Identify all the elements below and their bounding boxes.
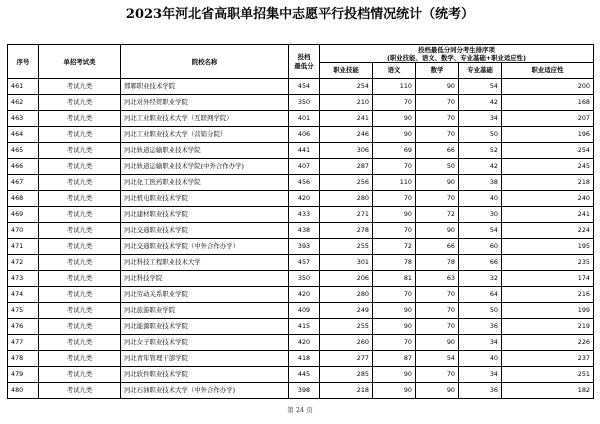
table-row bbox=[8, 383, 594, 399]
cell-math: 63 bbox=[416, 271, 459, 287]
cell-vocational-aptitude: 241 bbox=[502, 207, 594, 223]
cell-school: 河北交通职业技术学院（中外合作办学） bbox=[121, 239, 289, 255]
cell-vocational-skill: 277 bbox=[320, 351, 373, 367]
cell-chinese: 70 bbox=[373, 95, 416, 111]
cell-vocational-skill: 255 bbox=[320, 319, 373, 335]
cell-math: 90 bbox=[416, 79, 459, 95]
cell-category: 考试九类 bbox=[39, 383, 121, 399]
cell-seq: 480 bbox=[8, 383, 39, 399]
cell-min-score: 457 bbox=[289, 255, 320, 271]
cell-school: 河北青年管理干部学院 bbox=[121, 351, 289, 367]
cell-professional-basics: 38 bbox=[459, 175, 502, 191]
cell-category: 考试九类 bbox=[39, 223, 121, 239]
cell-vocational-skill: 271 bbox=[320, 207, 373, 223]
cell-school: 河北轨道运输职业技术学院(中外合作办学) bbox=[121, 159, 289, 175]
cell-vocational-skill: 287 bbox=[320, 159, 373, 175]
cell-category: 考试九类 bbox=[39, 335, 121, 351]
cell-chinese: 90 bbox=[373, 111, 416, 127]
cell-school: 河北工业职业技术大学（互联网学院） bbox=[121, 111, 289, 127]
cell-school: 邯郸职业技术学院 bbox=[121, 79, 289, 95]
cell-chinese: 70 bbox=[373, 191, 416, 207]
table-row bbox=[8, 111, 594, 127]
cell-min-score: 398 bbox=[289, 383, 320, 399]
cell-seq: 462 bbox=[8, 95, 39, 111]
cell-vocational-skill: 280 bbox=[320, 191, 373, 207]
table-header bbox=[8, 45, 594, 79]
cell-vocational-skill: 218 bbox=[320, 383, 373, 399]
header-vocational-skill: 职业技能 bbox=[320, 63, 373, 79]
cell-vocational-skill: 255 bbox=[320, 239, 373, 255]
header-rank-group bbox=[320, 45, 594, 63]
cell-vocational-skill: 260 bbox=[320, 335, 373, 351]
cell-professional-basics: 34 bbox=[459, 367, 502, 383]
cell-min-score: 350 bbox=[289, 271, 320, 287]
cell-vocational-aptitude: 174 bbox=[502, 271, 594, 287]
cell-chinese: 90 bbox=[373, 303, 416, 319]
header-school: 院校名称 bbox=[121, 45, 289, 79]
header-min-score-line2: 最低分 bbox=[294, 61, 314, 70]
cell-min-score: 401 bbox=[289, 111, 320, 127]
cell-category: 考试九类 bbox=[39, 255, 121, 271]
cell-min-score: 409 bbox=[289, 303, 320, 319]
cell-seq: 461 bbox=[8, 79, 39, 95]
cell-seq: 468 bbox=[8, 191, 39, 207]
cell-vocational-aptitude: 207 bbox=[502, 111, 594, 127]
cell-seq: 474 bbox=[8, 287, 39, 303]
cell-chinese: 70 bbox=[373, 287, 416, 303]
cell-category: 考试九类 bbox=[39, 351, 121, 367]
cell-professional-basics: 36 bbox=[459, 383, 502, 399]
cell-vocational-aptitude: 235 bbox=[502, 255, 594, 271]
cell-seq: 464 bbox=[8, 127, 39, 143]
cell-professional-basics: 40 bbox=[459, 351, 502, 367]
cell-professional-basics: 34 bbox=[459, 335, 502, 351]
cell-min-score: 456 bbox=[289, 175, 320, 191]
cell-min-score: 393 bbox=[289, 239, 320, 255]
table-row bbox=[8, 351, 594, 367]
cell-vocational-skill: 301 bbox=[320, 255, 373, 271]
cell-vocational-aptitude: 218 bbox=[502, 175, 594, 191]
header-math: 数学 bbox=[416, 63, 459, 79]
table-row bbox=[8, 303, 594, 319]
header-chinese: 语文 bbox=[373, 63, 416, 79]
cell-category: 考试九类 bbox=[39, 111, 121, 127]
cell-seq: 477 bbox=[8, 335, 39, 351]
cell-vocational-skill: 241 bbox=[320, 111, 373, 127]
header-category: 单招考试类 bbox=[39, 45, 121, 79]
cell-chinese: 110 bbox=[373, 175, 416, 191]
cell-seq: 471 bbox=[8, 239, 39, 255]
header-min-score-line1: 投档 bbox=[297, 52, 311, 61]
cell-professional-basics: 34 bbox=[459, 111, 502, 127]
cell-min-score: 420 bbox=[289, 287, 320, 303]
page-number: 第 24 页 bbox=[287, 406, 313, 414]
cell-chinese: 81 bbox=[373, 271, 416, 287]
table-row bbox=[8, 255, 594, 271]
cell-professional-basics: 66 bbox=[459, 255, 502, 271]
cell-professional-basics: 32 bbox=[459, 271, 502, 287]
cell-professional-basics: 42 bbox=[459, 95, 502, 111]
cell-vocational-aptitude: 196 bbox=[502, 127, 594, 143]
cell-chinese: 69 bbox=[373, 143, 416, 159]
cell-min-score: 454 bbox=[289, 79, 320, 95]
header-rank-group-line1: 投档最低分同分考生排序项 bbox=[418, 45, 495, 54]
cell-vocational-aptitude: 237 bbox=[502, 351, 594, 367]
cell-professional-basics: 50 bbox=[459, 127, 502, 143]
cell-vocational-aptitude: 216 bbox=[502, 287, 594, 303]
table-row bbox=[8, 79, 594, 95]
cell-chinese: 70 bbox=[373, 223, 416, 239]
cell-vocational-aptitude: 240 bbox=[502, 191, 594, 207]
cell-seq: 470 bbox=[8, 223, 39, 239]
cell-category: 考试九类 bbox=[39, 127, 121, 143]
cell-professional-basics: 64 bbox=[459, 287, 502, 303]
cell-vocational-skill: 280 bbox=[320, 287, 373, 303]
cell-professional-basics: 40 bbox=[459, 191, 502, 207]
cell-category: 考试九类 bbox=[39, 95, 121, 111]
cell-seq: 476 bbox=[8, 319, 39, 335]
cell-professional-basics: 60 bbox=[459, 239, 502, 255]
table-row bbox=[8, 335, 594, 351]
table-row bbox=[8, 143, 594, 159]
cell-math: 50 bbox=[416, 159, 459, 175]
cell-chinese: 110 bbox=[373, 79, 416, 95]
cell-chinese: 78 bbox=[373, 255, 416, 271]
table-row bbox=[8, 207, 594, 223]
cell-category: 考试九类 bbox=[39, 319, 121, 335]
cell-seq: 469 bbox=[8, 207, 39, 223]
table-row bbox=[8, 175, 594, 191]
cell-seq: 479 bbox=[8, 367, 39, 383]
cell-category: 考试九类 bbox=[39, 367, 121, 383]
header-seq: 序号 bbox=[8, 45, 39, 79]
cell-chinese: 90 bbox=[373, 207, 416, 223]
cell-chinese: 90 bbox=[373, 127, 416, 143]
cell-math: 90 bbox=[416, 335, 459, 351]
cell-min-score: 415 bbox=[289, 319, 320, 335]
cell-seq: 467 bbox=[8, 175, 39, 191]
cell-chinese: 87 bbox=[373, 351, 416, 367]
cell-min-score: 406 bbox=[289, 127, 320, 143]
cell-school: 河北对外经贸职业学院 bbox=[121, 95, 289, 111]
cell-vocational-skill: 246 bbox=[320, 127, 373, 143]
header-min-score bbox=[289, 45, 320, 79]
cell-chinese: 90 bbox=[373, 383, 416, 399]
cell-math: 78 bbox=[416, 255, 459, 271]
cell-chinese: 90 bbox=[373, 367, 416, 383]
cell-category: 考试九类 bbox=[39, 287, 121, 303]
header-professional-basics: 专业基础 bbox=[459, 63, 502, 79]
cell-min-score: 441 bbox=[289, 143, 320, 159]
cell-school: 河北机电职业技术学院 bbox=[121, 191, 289, 207]
cell-category: 考试九类 bbox=[39, 175, 121, 191]
cell-min-score: 433 bbox=[289, 207, 320, 223]
cell-category: 考试九类 bbox=[39, 79, 121, 95]
cell-vocational-aptitude: 195 bbox=[502, 239, 594, 255]
cell-vocational-skill: 306 bbox=[320, 143, 373, 159]
cell-min-score: 418 bbox=[289, 351, 320, 367]
cell-seq: 475 bbox=[8, 303, 39, 319]
cell-category: 考试九类 bbox=[39, 303, 121, 319]
cell-math: 70 bbox=[416, 303, 459, 319]
cell-professional-basics: 54 bbox=[459, 79, 502, 95]
table-row bbox=[8, 95, 594, 111]
cell-min-score: 445 bbox=[289, 367, 320, 383]
cell-seq: 472 bbox=[8, 255, 39, 271]
cell-vocational-aptitude: 182 bbox=[502, 383, 594, 399]
cell-vocational-aptitude: 254 bbox=[502, 143, 594, 159]
cell-school: 河北交通职业技术学院 bbox=[121, 223, 289, 239]
cell-chinese: 90 bbox=[373, 319, 416, 335]
cell-math: 66 bbox=[416, 143, 459, 159]
cell-professional-basics: 36 bbox=[459, 319, 502, 335]
table-row bbox=[8, 319, 594, 335]
cell-school: 河北科技学院 bbox=[121, 271, 289, 287]
table-row bbox=[8, 223, 594, 239]
cell-school: 河北科技工程职业技术大学 bbox=[121, 255, 289, 271]
cell-seq: 463 bbox=[8, 111, 39, 127]
cell-math: 70 bbox=[416, 127, 459, 143]
admission-table bbox=[7, 44, 594, 399]
cell-math: 70 bbox=[416, 319, 459, 335]
cell-min-score: 420 bbox=[289, 335, 320, 351]
cell-math: 90 bbox=[416, 383, 459, 399]
cell-vocational-skill: 254 bbox=[320, 79, 373, 95]
cell-seq: 478 bbox=[8, 351, 39, 367]
cell-math: 70 bbox=[416, 287, 459, 303]
cell-vocational-aptitude: 226 bbox=[502, 335, 594, 351]
table-row bbox=[8, 191, 594, 207]
cell-vocational-aptitude: 219 bbox=[502, 319, 594, 335]
cell-school: 河北建材职业技术学院 bbox=[121, 207, 289, 223]
cell-vocational-skill: 210 bbox=[320, 95, 373, 111]
document-title: 2023年河北省高职单招集中志愿平行投档情况统计（统考） bbox=[125, 7, 475, 22]
cell-math: 90 bbox=[416, 175, 459, 191]
cell-vocational-skill: 285 bbox=[320, 367, 373, 383]
cell-category: 考试九类 bbox=[39, 143, 121, 159]
cell-seq: 473 bbox=[8, 271, 39, 287]
cell-school: 河北能源职业技术学院 bbox=[121, 319, 289, 335]
cell-category: 考试九类 bbox=[39, 271, 121, 287]
table-row bbox=[8, 127, 594, 143]
table-row bbox=[8, 287, 594, 303]
cell-math: 70 bbox=[416, 191, 459, 207]
cell-chinese: 72 bbox=[373, 239, 416, 255]
cell-category: 考试九类 bbox=[39, 207, 121, 223]
cell-category: 考试九类 bbox=[39, 191, 121, 207]
cell-vocational-aptitude: 251 bbox=[502, 367, 594, 383]
cell-vocational-aptitude: 200 bbox=[502, 79, 594, 95]
cell-chinese: 70 bbox=[373, 335, 416, 351]
table-row bbox=[8, 367, 594, 383]
cell-chinese: 70 bbox=[373, 159, 416, 175]
cell-min-score: 407 bbox=[289, 159, 320, 175]
cell-math: 70 bbox=[416, 111, 459, 127]
table-row bbox=[8, 271, 594, 287]
cell-school: 河北石油职业技术大学（中外合作办学) bbox=[121, 383, 289, 399]
cell-math: 90 bbox=[416, 223, 459, 239]
cell-vocational-skill: 249 bbox=[320, 303, 373, 319]
cell-vocational-aptitude: 168 bbox=[502, 95, 594, 111]
cell-seq: 466 bbox=[8, 159, 39, 175]
cell-professional-basics: 54 bbox=[459, 223, 502, 239]
cell-vocational-skill: 278 bbox=[320, 223, 373, 239]
table-body bbox=[8, 79, 594, 399]
cell-seq: 465 bbox=[8, 143, 39, 159]
cell-vocational-aptitude: 245 bbox=[502, 159, 594, 175]
cell-professional-basics: 50 bbox=[459, 303, 502, 319]
cell-math: 66 bbox=[416, 239, 459, 255]
cell-vocational-aptitude: 224 bbox=[502, 223, 594, 239]
cell-school: 河北工业职业技术大学（营销分院） bbox=[121, 127, 289, 143]
cell-category: 考试九类 bbox=[39, 159, 121, 175]
header-rank-group-line2: (职业技能、语文、数学、专业基础+职业适应性) bbox=[386, 53, 526, 62]
cell-school: 河北化工医药职业技术学院 bbox=[121, 175, 289, 191]
cell-math: 72 bbox=[416, 207, 459, 223]
cell-professional-basics: 30 bbox=[459, 207, 502, 223]
cell-category: 考试九类 bbox=[39, 239, 121, 255]
cell-math: 70 bbox=[416, 367, 459, 383]
cell-school: 河北女子职业技术学院 bbox=[121, 335, 289, 351]
cell-vocational-skill: 256 bbox=[320, 175, 373, 191]
cell-professional-basics: 52 bbox=[459, 143, 502, 159]
header-vocational-aptitude: 职业适应性 bbox=[502, 63, 594, 79]
cell-min-score: 420 bbox=[289, 191, 320, 207]
cell-vocational-skill: 206 bbox=[320, 271, 373, 287]
cell-min-score: 350 bbox=[289, 95, 320, 111]
cell-math: 54 bbox=[416, 351, 459, 367]
cell-school: 河北软件职业技术学院 bbox=[121, 367, 289, 383]
cell-min-score: 438 bbox=[289, 223, 320, 239]
cell-professional-basics: 42 bbox=[459, 159, 502, 175]
cell-vocational-aptitude: 199 bbox=[502, 303, 594, 319]
cell-school: 河北旅游职业学院 bbox=[121, 303, 289, 319]
cell-school: 河北劳动关系职业学院 bbox=[121, 287, 289, 303]
table-row bbox=[8, 159, 594, 175]
cell-school: 河北轨道运输职业技术学院 bbox=[121, 143, 289, 159]
table-row bbox=[8, 239, 594, 255]
cell-math: 70 bbox=[416, 95, 459, 111]
